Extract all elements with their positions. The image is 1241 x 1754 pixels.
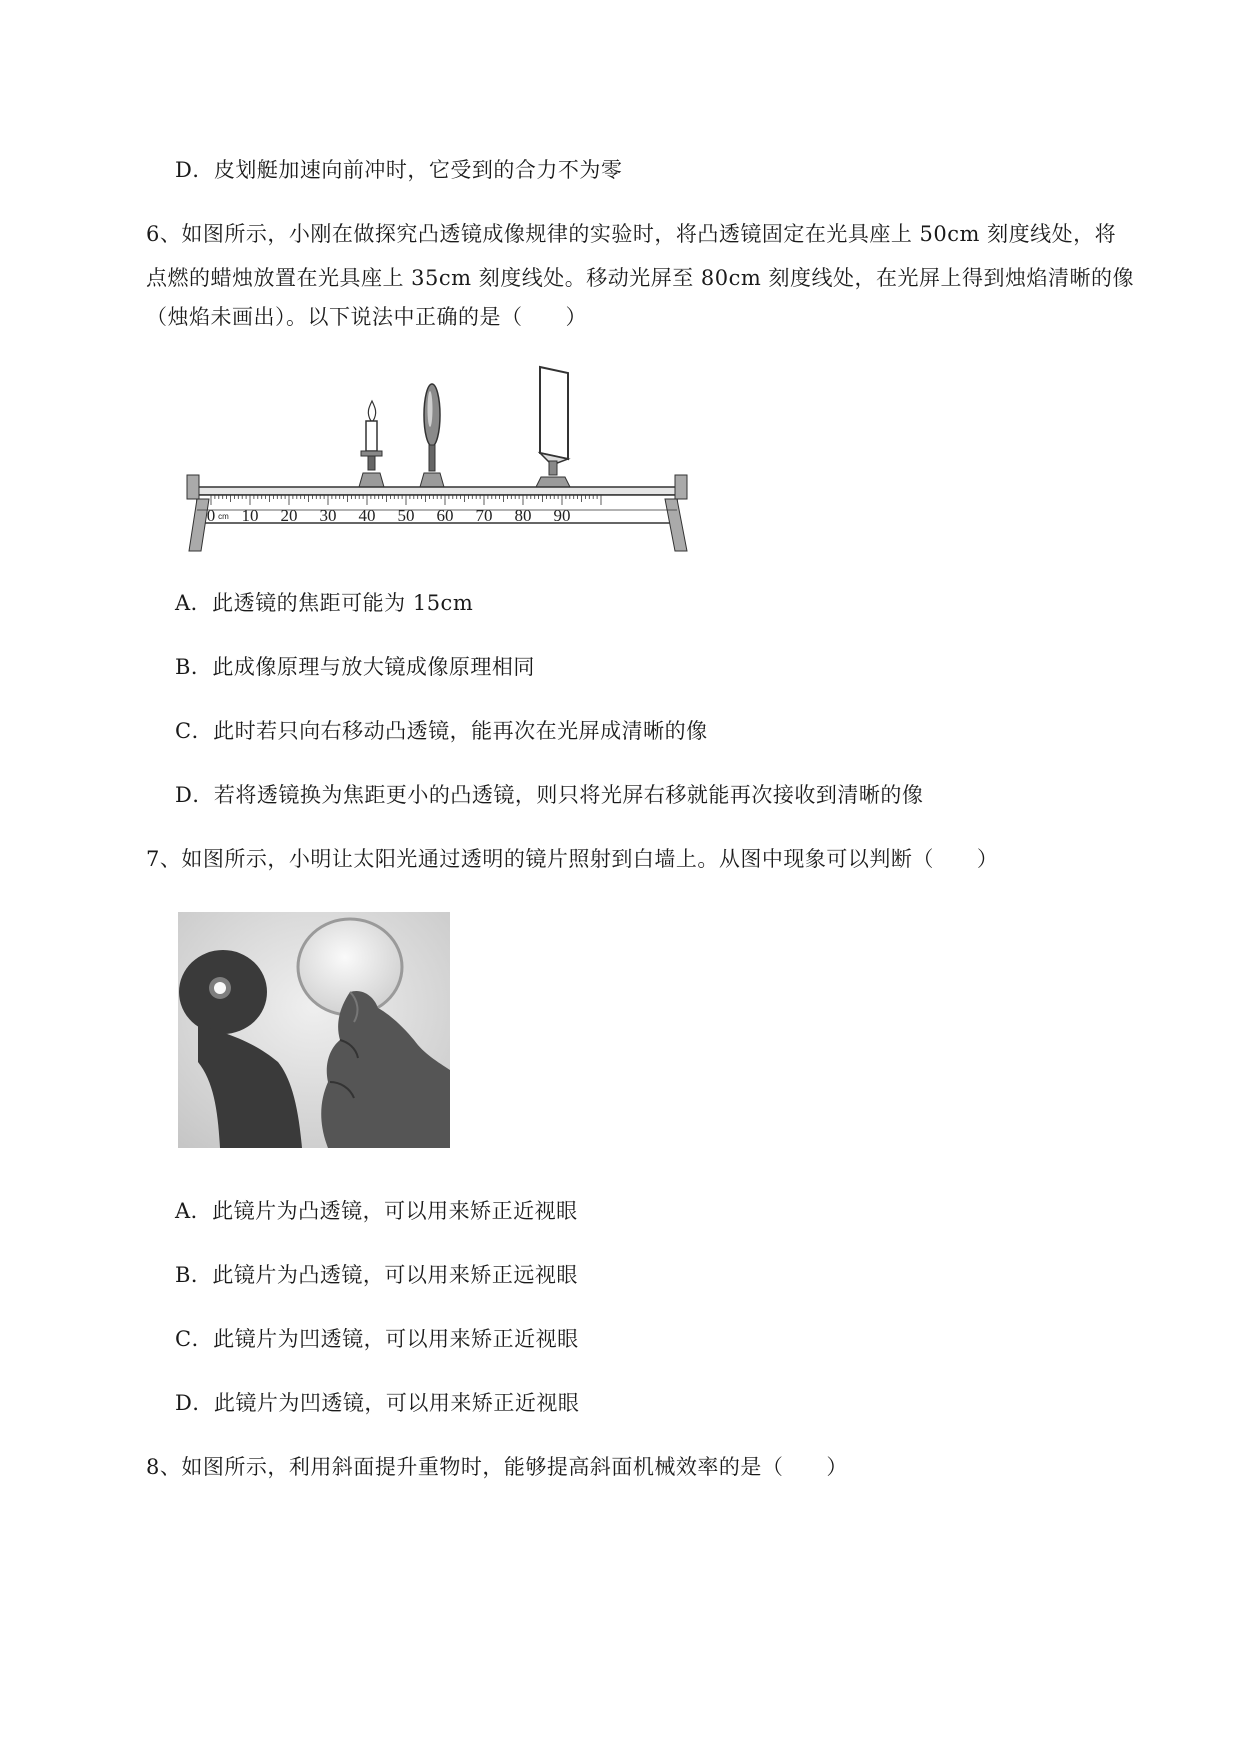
scale-label: 50 <box>397 506 415 525</box>
scale-unit: cm <box>218 512 229 521</box>
q6-stem-line-1: 6、如图所示，小刚在做探究凸透镜成像规律的实验时，将凸透镜固定在光具座上 50cm 刻度线处，将 <box>146 222 1117 246</box>
q8-stem: 8、如图所示，利用斜面提升重物时，能够提高斜面机械效率的是（ ） <box>146 1455 848 1479</box>
scale-label: 60 <box>436 506 454 525</box>
q6-stem-line-2: 点燃的蜡烛放置在光具座上 35cm 刻度线处。移动光屏至 80cm 刻度线处，在光屏上得到烛焰清晰的像 <box>146 266 1134 290</box>
scale-label: 30 <box>319 506 337 525</box>
scale-label: 70 <box>475 506 493 525</box>
optical-bench-figure <box>185 365 695 555</box>
scale-label: 90 <box>553 506 571 525</box>
scale-label: 40 <box>358 506 376 525</box>
q6-option-a: A．此透镜的焦距可能为 15cm <box>175 591 474 615</box>
q6-stem-line-3: （烛焰未画出）。以下说法中正确的是（ ） <box>146 305 587 329</box>
q7-option-c: C．此镜片为凹透镜，可以用来矫正近视眼 <box>175 1327 579 1351</box>
light-screen <box>536 367 570 487</box>
q6-option-d: D．若将透镜换为焦距更小的凸透镜，则只将光屏右移就能再次接收到清晰的像 <box>175 783 924 807</box>
q7-option-b: B．此镜片为凸透镜，可以用来矫正远视眼 <box>175 1263 578 1287</box>
convex-lens <box>420 384 444 487</box>
q6-option-c: C．此时若只向右移动凸透镜，能再次在光屏成清晰的像 <box>175 719 708 743</box>
q6-option-b: B．此成像原理与放大镜成像原理相同 <box>175 655 535 679</box>
scale-label: 80 <box>514 506 532 525</box>
candle <box>359 401 384 487</box>
scale-label: 10 <box>241 506 259 525</box>
q7-option-a: A．此镜片为凸透镜，可以用来矫正近视眼 <box>175 1199 578 1223</box>
q7-stem: 7、如图所示，小明让太阳光通过透明的镜片照射到白墙上。从图中现象可以判断（ ） <box>146 847 999 871</box>
q5-option-d: D．皮划艇加速向前冲时，它受到的合力不为零 <box>175 158 623 182</box>
scale-label: 0 <box>206 506 216 525</box>
lens-sunlight-photo <box>178 912 450 1148</box>
scale-label: 20 <box>280 506 298 525</box>
q7-option-d: D．此镜片为凹透镜，可以用来矫正近视眼 <box>175 1391 580 1415</box>
